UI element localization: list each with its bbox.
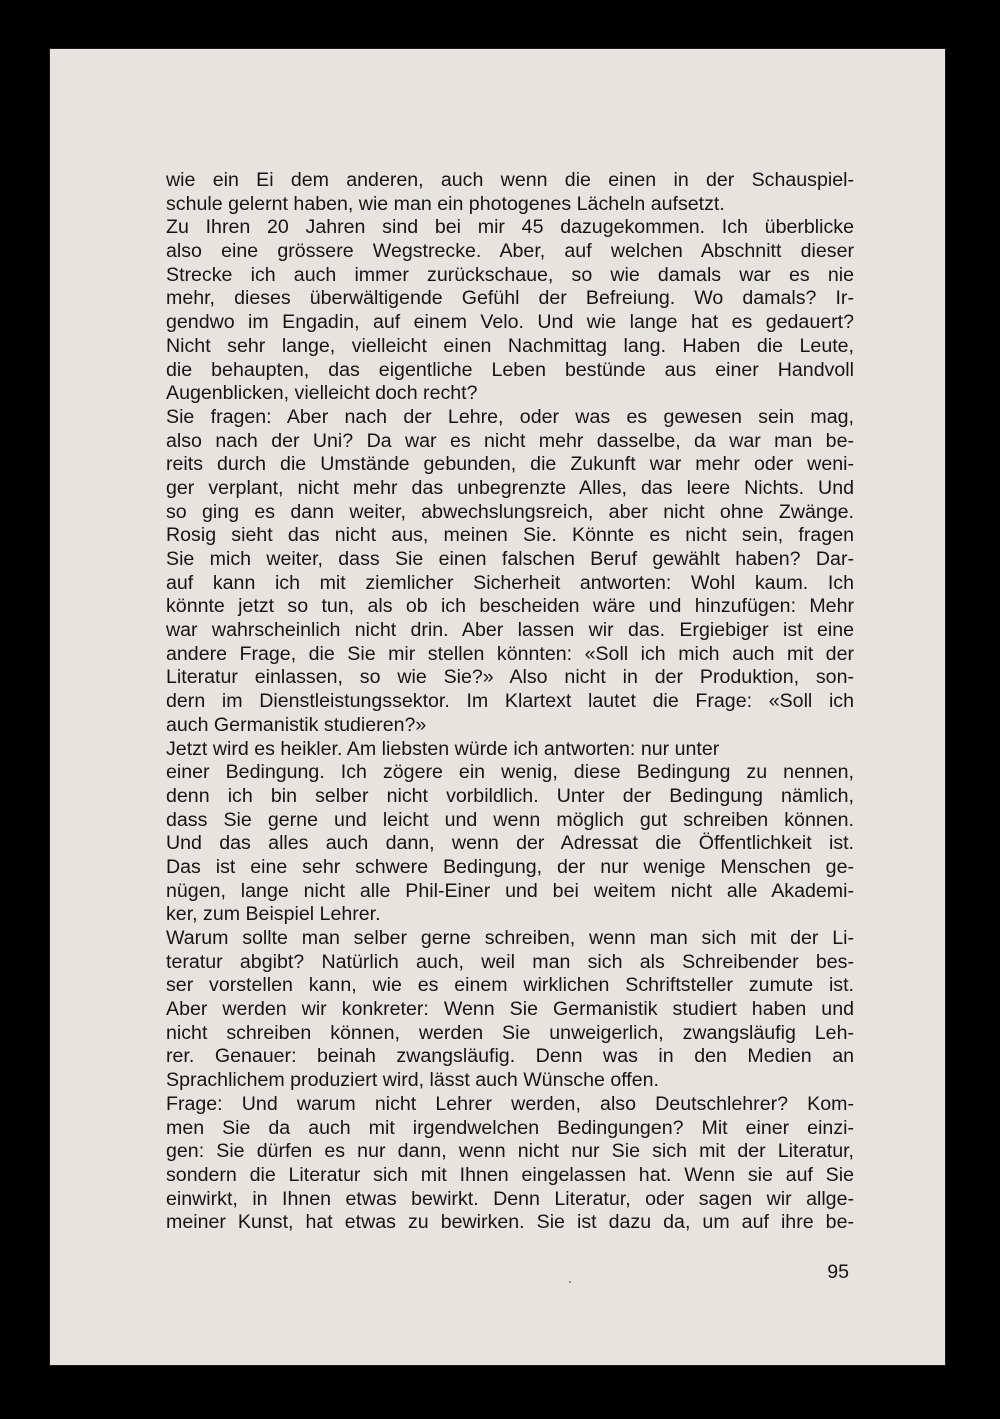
body-text — [166, 169, 854, 1235]
text-line: teratur abgibt? Natürlich auch, weil man sich als Schreibender bes- — [166, 950, 854, 973]
text-line: ker, zum Beispiel Lehrer. — [166, 903, 381, 926]
text-line: sondern die Literatur sich mit Ihnen eingelassen hat. Wenn sie auf Sie — [166, 1163, 854, 1186]
text-line: mehr, dieses überwältigende Gefühl der Befreiung. Wo damals? Ir- — [166, 287, 854, 310]
text-line: schule gelernt haben, wie man ein photogenes Lächeln aufsetzt. — [166, 192, 725, 215]
text-line: also nach der Uni? Da war es nicht mehr dasselbe, da war man be- — [166, 429, 854, 452]
text-line: Sie fragen: Aber nach der Lehre, oder was es gewesen sein mag, — [166, 405, 854, 428]
text-line: wie ein Ei dem anderen, auch wenn die einen in der Schauspiel- — [166, 169, 854, 191]
text-line: Aber werden wir konkreter: Wenn Sie Germanistik studiert haben und — [166, 998, 854, 1021]
text-line: reits durch die Umstände gebunden, die Zukunft war mehr oder weni- — [166, 453, 854, 476]
text-line: Und das alles auch dann, wenn der Adressat die Öffentlichkeit ist. — [166, 832, 854, 855]
text-line: men Sie da auch mit irgendwelchen Bedingungen? Mit einer einzi- — [166, 1116, 854, 1139]
text-line: Augenblicken, vielleicht doch recht? — [166, 382, 478, 405]
text-line: rer. Genauer: beinah zwangsläufig. Denn was in den Medien an — [166, 1045, 854, 1068]
text-line: andere Frage, die Sie mir stellen könnten: «Soll ich mich auch mit der — [166, 642, 854, 665]
text-line: einer Bedingung. Ich zögere ein wenig, diese Bedingung zu nennen, — [166, 761, 854, 784]
text-line: gendwo im Engadin, auf einem Velo. Und wie lange hat es gedauert? — [166, 311, 854, 334]
text-line: ger verplant, nicht mehr das unbegrenzte Alles, das leere Nichts. Und — [166, 476, 854, 499]
text-line: Literatur einlassen, so wie Sie?» Also nicht in der Produktion, son- — [166, 666, 854, 689]
text-line: Das ist eine sehr schwere Bedingung, der nur wenige Menschen ge- — [166, 855, 854, 878]
text-line: Warum sollte man selber gerne schreiben, wenn man sich mit der Li- — [166, 927, 854, 949]
text-line: Sprachlichem produziert wird, lässt auch Wünsche offen. — [166, 1069, 659, 1092]
page-number: 95 — [827, 1261, 849, 1283]
text-line: Sie mich weiter, dass Sie einen falschen Beruf gewählt haben? Dar- — [166, 548, 854, 570]
text-line: auf kann ich mit ziemlicher Sicherheit antworten: Wohl kaum. Ich — [166, 571, 854, 594]
text-line: war wahrscheinlich nicht drin. Aber lassen wir das. Ergiebiger ist eine — [166, 619, 854, 642]
text-line: Zu Ihren 20 Jahren sind bei mir 45 dazugekommen. Ich überblicke — [166, 216, 854, 239]
text-line: also eine grössere Wegstrecke. Aber, auf welchen Abschnitt dieser — [166, 240, 854, 263]
text-line: Strecke ich auch immer zurückschaue, so wie damals war es nie — [166, 263, 854, 286]
text-line: nügen, lange nicht alle Phil-Einer und bei weitem nicht alle Akademi- — [166, 879, 854, 902]
text-line: einwirkt, in Ihnen etwas bewirkt. Denn Literatur, oder sagen wir allge- — [166, 1187, 854, 1210]
text-line: meiner Kunst, hat etwas zu bewirken. Sie ist dazu da, um auf ihre be- — [166, 1211, 854, 1234]
text-line: Frage: Und warum nicht Lehrer werden, also Deutschlehrer? Kom- — [166, 1092, 854, 1115]
text-line: Nicht sehr lange, vielleicht einen Nachmittag lang. Haben die Leute, — [166, 334, 854, 357]
text-line: nicht schreiben können, werden Sie unweigerlich, zwangsläufig Leh- — [166, 1021, 854, 1044]
text-line: die behaupten, das eigentliche Leben bestünde aus einer Handvoll — [166, 358, 854, 381]
text-line: ser vorstellen kann, wie es einem wirklichen Schriftsteller zumute ist. — [166, 974, 854, 997]
text-line: dern im Dienstleistungssektor. Im Klartext lautet die Frage: «Soll ich — [166, 690, 854, 713]
text-line: denn ich bin selber nicht vorbildlich. Unter der Bedingung nämlich, — [166, 784, 854, 807]
text-line: so ging es dann weiter, abwechslungsreich, aber nicht ohne Zwänge. — [166, 500, 854, 523]
text-line: dass Sie gerne und leicht und wenn möglich gut schreiben können. — [166, 808, 854, 831]
book-page — [49, 48, 946, 1366]
text-line: könnte jetzt so tun, als ob ich bescheiden wäre und hinzufügen: Mehr — [166, 595, 854, 618]
text-line: Rosig sieht das nicht aus, meinen Sie. Könnte es nicht sein, fragen — [166, 524, 854, 547]
paper-speck — [569, 1281, 571, 1283]
text-line: gen: Sie dürfen es nur dann, wenn nicht nur Sie sich mit der Literatur, — [166, 1140, 854, 1163]
text-line: Jetzt wird es heikler. Am liebsten würde ich antworten: nur unter — [166, 737, 720, 760]
text-line: auch Germanistik studieren?» — [166, 713, 427, 736]
